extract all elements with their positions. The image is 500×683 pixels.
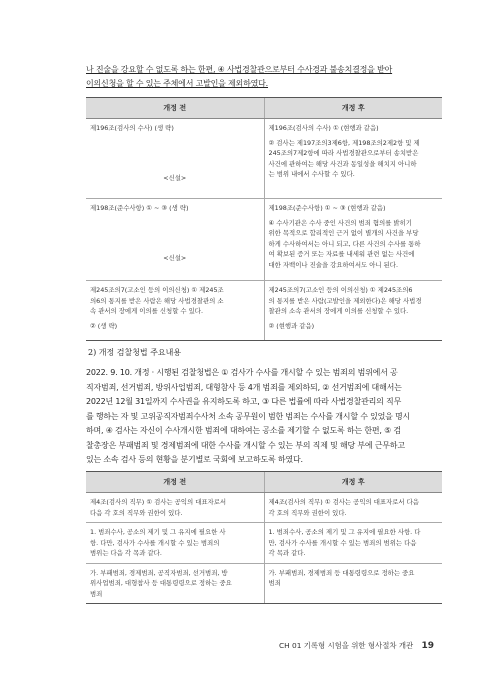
table2-cell-before — [86, 523, 264, 564]
cell-line: 각 목과 같다. — [268, 549, 306, 557]
table1-cell-before — [86, 119, 264, 199]
table1-cell-before — [86, 199, 264, 281]
main-paragraph-line: 2022. 9. 10. 개정 · 시행된 검찰청법은 ① 검사가 수사를 개시할 수 있는 범죄의 범위에서 공 — [86, 368, 398, 377]
top-paragraph-line-2: 이의신청을 할 수 있는 주체에서 고발인을 제외하였다. — [86, 79, 269, 88]
cell-line: 245조의7제2항에 따라 사법경찰관으로부터 송치받은 — [268, 149, 419, 157]
table2-cell-after — [264, 563, 442, 604]
table1-cell-after — [264, 199, 442, 281]
cell-line: 제4조(검사의 직무) ① 검사는 공익의 대표자로서 다음 — [268, 498, 419, 506]
cell-line: <신설> — [163, 254, 187, 262]
cell-line — [90, 224, 260, 235]
cell-line: 제198조(준수사항) ① ~ ③ (생 략) — [90, 204, 189, 212]
cell-line: 제245조의7(고소인 등의 이의신청) ① 제245조 — [90, 286, 224, 294]
table-row — [86, 199, 442, 281]
main-paragraph-line: 하며, ④ 검사는 자신이 수사개시한 범죄에 대하여는 공소를 제기할 수 없도록 하는 한편, ⑤ 검 — [86, 426, 401, 435]
cell-line: 대한 자백이나 진술을 강요하여서도 아니 된다. — [268, 260, 398, 269]
table2-cell-before — [86, 493, 264, 523]
table2-cell-after — [264, 493, 442, 523]
top-paragraph-line-1: 나 진술을 강요할 수 없도록 하는 한편, ④ 사법경찰관으로부터 수사경과 불송치결정을 받아 — [86, 65, 393, 74]
table1-header-after: 개정 후 — [264, 98, 442, 119]
cell-line: 항. 다만, 검사가 수사를 개시할 수 있는 범죄의 — [90, 538, 220, 547]
main-paragraph — [86, 366, 440, 468]
cell-line: ② 검사는 제197조의3제6항, 제198조의2제2항 및 제 — [268, 138, 420, 147]
comparison-table-2 — [86, 471, 442, 604]
cell-line: 는 범위 내에서 수사할 수 있다. — [268, 170, 355, 178]
cell-line: 제4조(검사의 직무) ① 검사는 공익의 대표자로서 — [90, 498, 227, 506]
top-paragraph — [86, 63, 440, 91]
cell-line: 찰관의 소속 관서의 장에게 이의를 신청할 수 있다. — [268, 307, 409, 315]
cell-line: 의 통지를 받은 사람(고발인을 제외한다)은 해당 사법경 — [268, 296, 422, 305]
cell-line: ④ 수사기관은 수사 중인 사건의 범죄 혐의를 밝히기 — [268, 218, 412, 227]
comparison-table-1 — [86, 97, 442, 341]
cell-line — [90, 155, 260, 166]
table-row — [86, 523, 442, 564]
main-paragraph-line: 2022년 12월 31일까지 수사권을 유지하도록 하고, ③ 다른 법률에 따라 사법경찰관리의 직무 — [86, 397, 402, 406]
cell-line: 다음 각 호의 직무와 권한이 있다. — [90, 508, 183, 517]
table1-header-before: 개정 전 — [86, 98, 264, 119]
footer-chapter-title: CH 01 기록형 시험을 위한 형사절차 개관 — [278, 641, 414, 650]
cell-line: <신설> — [163, 174, 187, 182]
section-title: 2) 개정 검찰청법 주요내용 — [88, 348, 182, 357]
cell-line — [90, 235, 260, 246]
cell-line: 1. 범죄수사, 공소의 제기 및 그 유지에 필요한 사항. 다 — [268, 528, 421, 536]
cell-line: 제196조(검사의 수사) ① (현행과 같음) — [268, 124, 379, 132]
main-paragraph-line: 있는 소속 검사 등의 현황을 분기별로 국회에 보고하도록 하였다. — [86, 455, 303, 464]
main-paragraph-line: 직자범죄, 선거범죄, 방위사업범죄, 대형참사 등 4개 범죄를 제외하되, ② 선거범죄에 대해서는 — [86, 382, 402, 392]
cell-line: 1. 범죄수사, 공소의 제기 및 그 유지에 필요한 사 — [90, 528, 226, 536]
cell-line: 각 호의 직무와 권한이 있다. — [268, 508, 347, 517]
table-row — [86, 493, 442, 523]
cell-line: 가. 부패범죄, 경제범죄, 공직자범죄, 선거범죄, 방 — [90, 568, 228, 577]
page-footer — [279, 640, 434, 651]
main-paragraph-line: 찰총장은 부패범죄 및 경제범죄에 대한 수사를 개시할 수 있는 부의 직제 및 해당 부에 근무하고 — [86, 440, 405, 450]
cell-line: 가. 부패범죄, 경제범죄 등 대통령령으로 정하는 중요 — [268, 568, 415, 577]
table1-cell-after — [264, 119, 442, 199]
cell-line: 여 확보된 증거 또는 자료를 내세워 관련 없는 사건에 — [268, 250, 415, 258]
table-row — [86, 281, 442, 341]
cell-line: 범죄 — [90, 589, 103, 598]
cell-line: ② (현행과 같음) — [268, 321, 315, 330]
cell-line: 위한 목적으로 합리적인 근거 없이 별개의 사건을 부당 — [268, 229, 419, 237]
cell-line: 범위는 다음 각 목과 같다. — [90, 549, 162, 557]
table-row — [86, 119, 442, 199]
table1-cell-after — [264, 281, 442, 341]
cell-line — [90, 134, 260, 145]
main-paragraph-line: 를 행하는 자 및 고위공직자범죄수사처 소속 공무원이 범한 범죄는 수사를 개시할 수 있었을 명시 — [86, 411, 411, 421]
page-number: 19 — [421, 641, 434, 651]
table2-header-before: 개정 전 — [86, 472, 264, 493]
cell-line: 의6의 통지를 받은 사람은 해당 사법경찰관의 소 — [90, 296, 224, 305]
table2-cell-before — [86, 563, 264, 604]
cell-line — [90, 214, 260, 225]
table1-cell-before — [86, 281, 264, 341]
cell-line: 속 관서의 장에게 이의를 신청할 수 있다. — [90, 307, 203, 315]
table2-cell-after — [264, 523, 442, 564]
cell-line: 제196조(검사의 수사) (생 략) — [90, 124, 174, 132]
table2-header-after: 개정 후 — [264, 472, 442, 493]
table-row — [86, 563, 442, 604]
cell-line — [90, 144, 260, 155]
cell-line: 범죄 — [268, 579, 281, 587]
cell-line: 사건에 관하여는 해당 사건과 동일성을 해치지 아니하 — [268, 159, 417, 168]
cell-line: 제198조(준수사항) ① ~ ③ (현행과 같음) — [268, 204, 386, 212]
cell-line: 만, 검사가 수사를 개시할 수 있는 범죄의 범위는 다음 — [268, 538, 417, 547]
cell-line: 하게 수사하여서는 아니 되고, 다른 사건의 수사를 통하 — [268, 239, 421, 248]
cell-line: 제245조의7(고소인 등의 이의신청) ① 제245조의6 — [268, 286, 413, 294]
cell-line: ② (생 략) — [90, 321, 118, 330]
cell-line: 위사업범죄, 대형참사 등 대통령령으로 정하는 중요 — [90, 579, 232, 587]
